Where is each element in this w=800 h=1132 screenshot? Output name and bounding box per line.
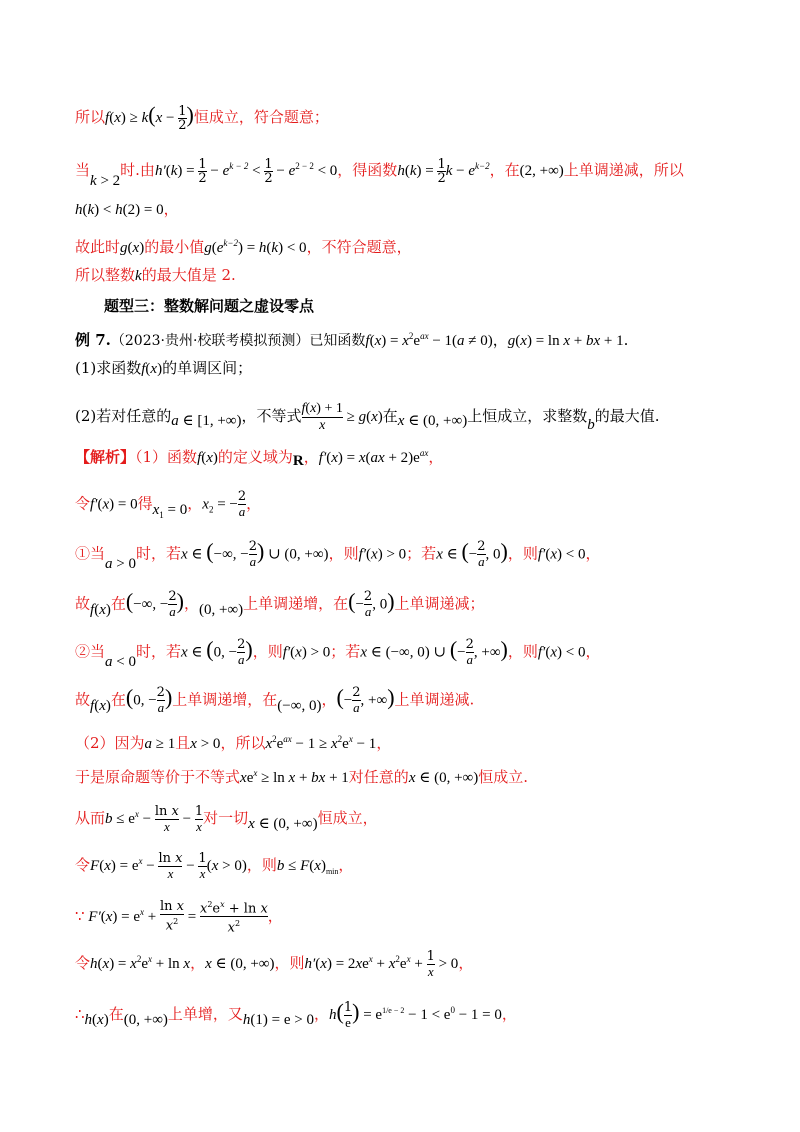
fraction: $\frac{\text{ln x}}{x^2}$ <box>160 899 185 934</box>
text: 的单调区间； <box>162 359 253 377</box>
text: 上单调递增，在 <box>172 690 278 709</box>
text: 的最大值是 2. <box>141 266 236 284</box>
line-2: 当k > 2时.由h′(k) = $\frac{1}{2}$ − $e^{k - 2}$ < $\frac{1}{2}$ − $e^{2 - 2} < 0$，得函数h(k) = $\frac{1}{2}$ $k - e^{k-2}$，在(2, +∞)上单调递减，所以 <box>75 156 684 189</box>
fraction: $\frac{1}{2}$ <box>198 156 207 186</box>
fraction: $\frac{1}{e}$ <box>343 999 353 1030</box>
text: ， <box>246 494 262 513</box>
text: 于是原命题等价于不等式 <box>75 768 241 786</box>
text: 令 <box>75 494 91 513</box>
text: ， <box>376 734 392 752</box>
fraction: $\frac{f(x) + 1}{x}$ <box>301 401 343 433</box>
text: 上单调递减. <box>394 690 475 709</box>
text: ，则 <box>274 954 305 972</box>
fraction: $\frac{\text{ln x}}{x}$ <box>158 850 183 881</box>
text: ， <box>428 448 444 466</box>
section-heading <box>104 295 740 317</box>
text: 上单调递减，所以 <box>563 161 684 179</box>
text: ∴ <box>75 1005 85 1023</box>
fraction: $\frac{\text{ln x}}{x}$ <box>154 803 179 834</box>
fraction: $\frac{2}{a}$ <box>477 539 486 569</box>
conclusion-1: 故f(x)在(−∞, − $\frac{2}{a}$ )，(0, +∞)上单调递增，在(− $\frac{2}{a}$ , 0)上单调递减； <box>75 588 485 619</box>
example-7: 例 7.（2023·贵州·校联考模拟预测）已知函数$f(x) = x^2e^{ax} - 1(a \ne 0)$，g(x) = ln x + bx + 1. <box>75 331 629 349</box>
line-5: 所以整数k的最大值是 2. <box>75 266 236 284</box>
text: 上恒成立，求整数 <box>467 407 588 425</box>
case-1: ①当a > 0时，若x ∈ (−∞, − $\frac{2}{a}$ ) ∪ (0, +∞)，则f′(x) > 0；若x ∈ (− $\frac{2}{a}$ , 0)，则f′(x) < 0， <box>75 538 601 572</box>
text: 对任意的 <box>348 768 409 786</box>
text: 故此时 <box>75 238 121 256</box>
text: 题型三：整数解问题之虚设零点 <box>104 297 315 315</box>
math: f <box>105 110 110 126</box>
line-22: ∴h(x)在(0, +∞)上单增，又h(1) = e > 0，h( $\frac{1}{e}$ ) = $e^{1/e - 2} - 1 < e^0 - 1 = 0$， <box>75 999 517 1030</box>
text: 得 <box>137 494 153 513</box>
text: 故 <box>75 690 91 709</box>
text: 令 <box>75 856 91 874</box>
text: 时，若 <box>135 642 181 661</box>
text: 时.由 <box>120 161 155 179</box>
text: (2)若对任意的 <box>75 407 172 425</box>
fraction: $\frac{1}{2}$ <box>178 103 187 133</box>
fraction: $\frac{x^2e^x + \ln x}{x^2}$ <box>199 900 268 936</box>
text: ， <box>321 690 337 709</box>
text: ∵ <box>75 906 85 925</box>
text: ，在 <box>489 161 520 179</box>
fraction: $\frac{2}{a}$ <box>237 637 246 667</box>
solution-tag: 【解析】 <box>75 448 136 466</box>
line-11: 令f′(x) = 0得$x_1 = 0$，$x_2$ = − $\frac{2}{a}$ ， <box>75 489 262 520</box>
text: 的最小值 <box>144 238 205 256</box>
text: ，则 <box>507 642 538 661</box>
fraction: $\frac{2}{a}$ <box>237 489 247 519</box>
text: ，所以 <box>220 734 266 752</box>
text: 当 <box>75 161 91 179</box>
text: 恒成立，符合题意； <box>193 108 329 126</box>
text: 令 <box>75 954 91 972</box>
text: ， <box>163 200 179 218</box>
line-18: 从而$b \le e^x$ − $\frac{\text{ln x}}{x}$ − $\frac{1}{x}$ 对一切x ∈ (0, +∞)恒成立， <box>75 803 378 834</box>
text: ， <box>267 906 283 925</box>
text: 上单增，又 <box>167 1005 243 1023</box>
text: 从而 <box>75 809 106 827</box>
text: ，则 <box>246 856 277 874</box>
conclusion-2: 故f(x)在(0, − $\frac{2}{a}$ )上单调递增，在(−∞, 0)，(− $\frac{2}{a}$ , +∞)上单调递减. <box>75 684 475 715</box>
text: 上单调递减； <box>394 594 485 613</box>
text: ， <box>187 494 203 513</box>
text: 在 <box>382 407 398 425</box>
text: ， <box>183 594 199 613</box>
line-1: 所以f(x) ≥ k(x − $\frac{1}{2}$ )恒成立，符合题意； <box>75 102 329 133</box>
text: （2023·贵州·校联考模拟预测）已知函数 <box>110 333 366 349</box>
fraction: $\frac{2}{a}$ <box>352 685 361 715</box>
text: 故 <box>75 594 91 613</box>
text: ， <box>313 1005 329 1023</box>
fraction: $\frac{2}{a}$ <box>465 637 474 667</box>
text: ；若 <box>330 642 361 661</box>
text: ， <box>190 954 206 972</box>
text: ，则 <box>328 544 359 563</box>
text: 且 <box>175 734 191 752</box>
example-label: 例 7. <box>75 331 111 349</box>
text: ， <box>585 544 601 563</box>
text: . <box>623 331 629 349</box>
text: 恒成立， <box>317 809 378 827</box>
question-1: (1)求函数f(x)的单调区间； <box>75 359 253 377</box>
text: ，不等式 <box>241 407 302 425</box>
text: 在 <box>110 690 126 709</box>
line-3: h(k) < h(2) = 0， <box>75 200 179 218</box>
text: 所以 <box>75 108 106 126</box>
text: ， <box>338 856 354 874</box>
text: ，则 <box>252 642 283 661</box>
question-2: (2)若对任意的a ∈ [1, +∞)，不等式 $\frac{f(x) + 1}{x}$ ≥ g(x)在x ∈ (0, +∞)上恒成立，求整数b的最大值. <box>75 401 660 433</box>
fraction: $\frac{1}{2}$ <box>264 156 273 186</box>
text: （1）函数 <box>135 448 198 466</box>
fraction: $\frac{2}{a}$ <box>156 685 165 715</box>
fraction: $\frac{1}{x}$ <box>426 948 435 979</box>
text: ， <box>492 331 508 349</box>
fraction: $\frac{1}{x}$ <box>198 850 207 881</box>
text: 上单调递增，在 <box>243 594 349 613</box>
text: 恒成立. <box>478 768 529 786</box>
real-set: R <box>292 453 304 469</box>
text: ，则 <box>507 544 538 563</box>
text: ②当 <box>75 642 106 661</box>
fraction: $\frac{1}{2}$ <box>437 156 446 186</box>
fraction: $\frac{2}{a}$ <box>363 589 373 619</box>
text: ，不符合题意， <box>306 238 412 256</box>
line-19: 令$F(x) = e^x$ − $\frac{\text{ln x}}{x}$ − $\frac{1}{x}$ (x > 0)，则$b \le F(x)_{min}$， <box>75 850 354 881</box>
text: 在 <box>108 1005 124 1023</box>
text: 对一切 <box>203 809 249 827</box>
solution-start: 【解析】（1）函数f(x)的定义域为R，$f'(x) = x(ax + 2)e^{ax}$， <box>75 448 444 469</box>
fraction: $\frac{2}{a}$ <box>248 539 258 569</box>
text: （2）因为 <box>75 734 145 752</box>
text: 的定义域为 <box>217 448 293 466</box>
text: 在 <box>110 594 126 613</box>
text: 的最大值. <box>594 407 660 425</box>
text: ， <box>585 642 601 661</box>
text: ， <box>303 448 319 466</box>
line-20: ∵ $F'(x) = e^x$ + $\frac{\text{ln x}}{x^2}$ = $\frac{x^2e^x + \ln x}{x^2}$ ， <box>75 899 283 936</box>
text: (1)求函数 <box>75 359 142 377</box>
line-17: 于是原命题等价于不等式$xe^x \ge \ln x$ + bx + 1对任意的x ∈ (0, +∞)恒成立. <box>75 768 529 786</box>
text: ，得函数 <box>337 161 398 179</box>
text: ， <box>501 1005 517 1023</box>
line-21: 令$h(x) = x^2e^x + \ln x$，x ∈ (0, +∞)，则$h'(x) = 2xe^x + x^2e^x$ + $\frac{1}{x}$ > 0， <box>75 948 474 979</box>
text: ， <box>458 954 474 972</box>
text: 时，若 <box>135 544 181 563</box>
line-4: 故此时g(x)的最小值$g(e^{k-2}) = h(k) < 0$，不符合题意， <box>75 238 412 256</box>
text: 所以整数 <box>75 266 136 284</box>
text: ；若 <box>406 544 437 563</box>
case-2: ②当a < 0时，若x ∈ (0, − $\frac{2}{a}$ )，则f′(x) > 0；若x ∈ (−∞, 0) ∪ (− $\frac{2}{a}$ , +∞)，则f′(x) < 0， <box>75 636 601 670</box>
fraction: $\frac{1}{x}$ <box>194 803 204 834</box>
part-2-start: （2）因为a ≥ 1且x > 0，所以$x^2e^{ax} - 1 \ge x^2e^x - 1$， <box>75 734 392 752</box>
fraction: $\frac{2}{a}$ <box>168 589 177 619</box>
text: ①当 <box>75 544 106 563</box>
